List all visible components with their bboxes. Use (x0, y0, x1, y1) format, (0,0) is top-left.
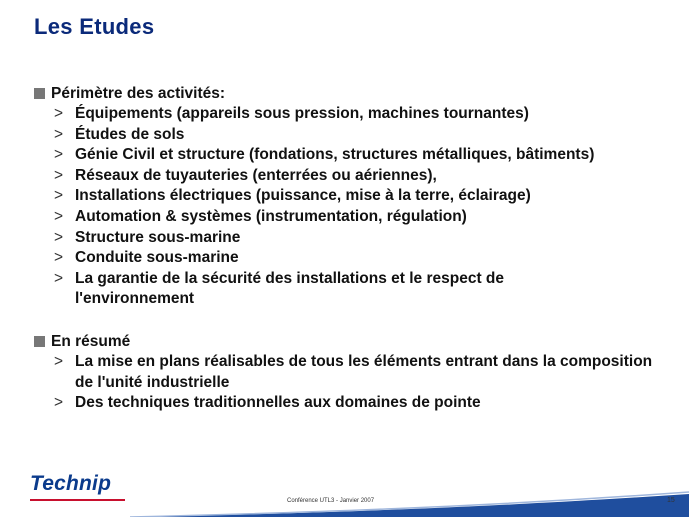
list-item: > Automation & systèmes (instrumentation, régulation) (34, 207, 674, 228)
square-bullet-icon (34, 336, 45, 347)
chevron-bullet-icon: > (54, 187, 64, 205)
page-number: 15 (667, 497, 675, 504)
list-item: > La mise en plans réalisables de tous les éléments entrant dans la composition de l'unité industrielle (54, 353, 653, 391)
list-item: > Génie Civil et structure (fondations, structures métalliques, bâtiments) (34, 145, 674, 166)
chevron-bullet-icon: > (54, 394, 64, 412)
list-item: > Équipements (appareils sous pression, machines tournantes) (34, 104, 674, 125)
summary-section (34, 331, 674, 414)
summary-heading-label: En résumé (51, 333, 131, 350)
list-item: > Réseaux de tuyauteries (enterrées ou aériennes), (34, 166, 674, 187)
conference-footer-text: Conférence UTL3 - Janvier 2007 (287, 498, 375, 504)
summary-heading (34, 331, 674, 352)
square-bullet-icon (34, 88, 45, 99)
chevron-bullet-icon: > (54, 207, 64, 225)
chevron-bullet-icon: > (54, 125, 64, 143)
chevron-bullet-icon: > (54, 353, 64, 370)
list-item: > La garantie de la sécurité des installations et le respect de l'environnement (54, 269, 504, 308)
list-item: > Installations électriques (puissance, mise à la terre, éclairage) (34, 186, 674, 207)
activities-heading-label: Périmètre des activités: (51, 85, 226, 102)
logo-underline (30, 499, 125, 501)
chevron-bullet-icon: > (54, 249, 64, 267)
list-item: > Structure sous-marine (34, 228, 674, 249)
chevron-bullet-icon: > (54, 105, 64, 122)
chevron-bullet-icon: > (54, 269, 64, 287)
list-item: > Études de sols (34, 125, 674, 146)
activities-heading (34, 83, 674, 104)
chevron-bullet-icon: > (54, 146, 64, 164)
chevron-bullet-icon: > (54, 166, 64, 184)
chevron-bullet-icon: > (54, 228, 64, 246)
activities-list (34, 104, 674, 310)
summary-list (34, 352, 674, 414)
technip-logo: Technip (30, 472, 112, 495)
list-item: > Des techniques traditionnelles aux domaines de pointe (34, 393, 674, 414)
slide-title: Les Etudes (34, 14, 155, 39)
list-item: > Conduite sous-marine (34, 248, 674, 269)
activities-section (34, 83, 674, 310)
